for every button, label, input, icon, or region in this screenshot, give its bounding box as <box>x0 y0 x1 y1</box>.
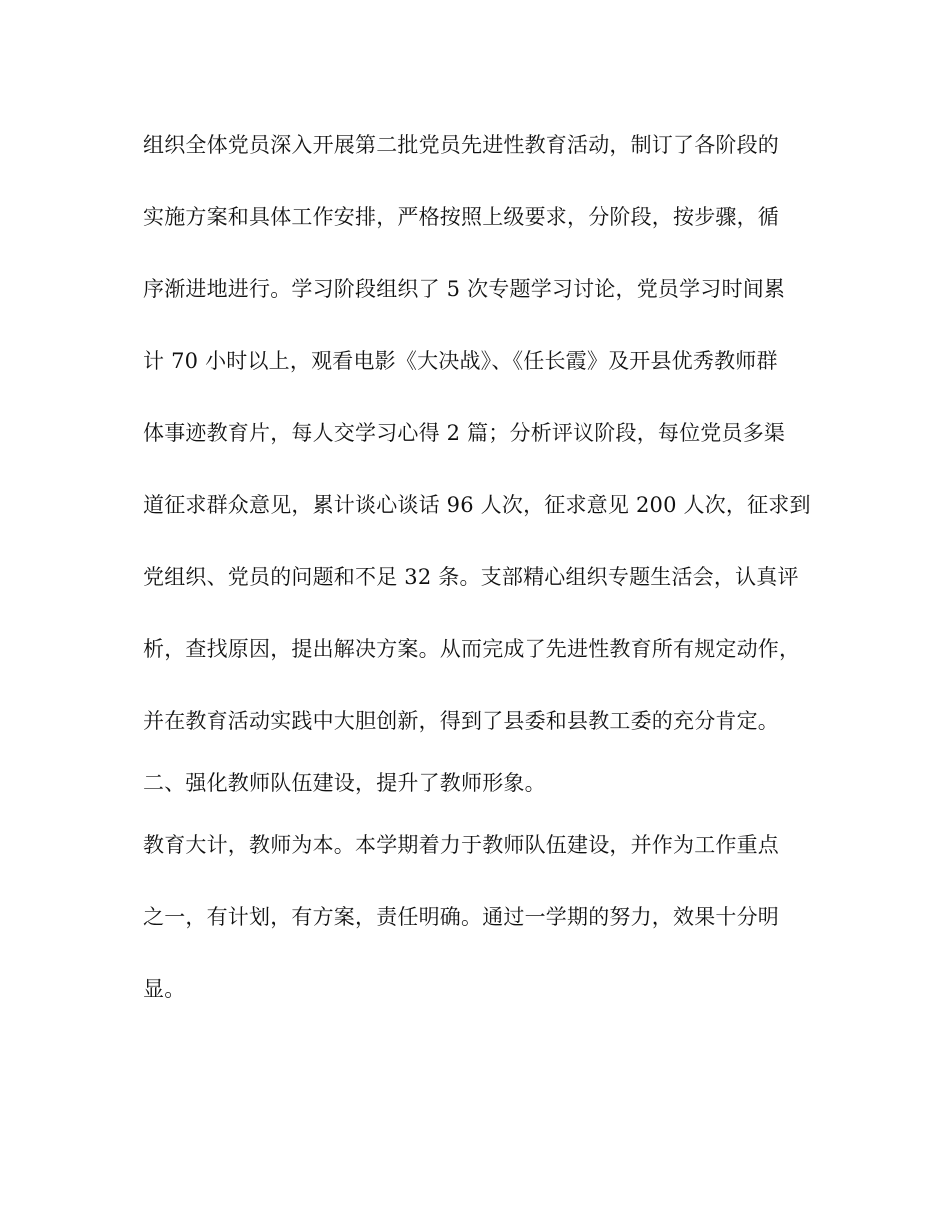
paragraph-line: 教育大计，教师为本。本学期着力于教师队伍建设，并作为工作重点 <box>143 833 779 857</box>
paragraph-line: 计 70 小时以上，观看电影《大决战》、《任长霞》及开县优秀教师群 <box>143 349 778 373</box>
paragraph-line: 析，查找原因，提出解决方案。从而完成了先进性教育所有规定动作， <box>143 637 801 661</box>
paragraph-line: 之一，有计划，有方案，责任明确。通过一学期的努力，效果十分明 <box>143 905 779 929</box>
paragraph-line: 组织全体党员深入开展第二批党员先进性教育活动，制订了各阶段的 <box>143 133 779 157</box>
paragraph-line: 体事迹教育片，每人交学习心得 2 篇；分析评议阶段，每位党员多渠 <box>143 421 786 445</box>
paragraph-line: 实施方案和具体工作安排，严格按照上级要求，分阶段，按步骤，循 <box>143 205 779 229</box>
paragraph-line: 显。 <box>143 977 186 1001</box>
section-heading: 二、强化教师队伍建设，提升了教师形象。 <box>143 771 546 795</box>
paragraph-line: 并在教育活动实践中大胆创新，得到了县委和县教工委的充分肯定。 <box>143 709 779 733</box>
paragraph-line: 序渐进地进行。学习阶段组织了 5 次专题学习讨论，党员学习时间累 <box>143 277 786 301</box>
paragraph-line: 道征求群众意见，累计谈心谈话 96 人次，征求意见 200 人次，征求到 <box>143 493 811 517</box>
paragraph-line: 党组织、党员的问题和不足 32 条。支部精心组织专题生活会，认真评 <box>143 565 799 589</box>
